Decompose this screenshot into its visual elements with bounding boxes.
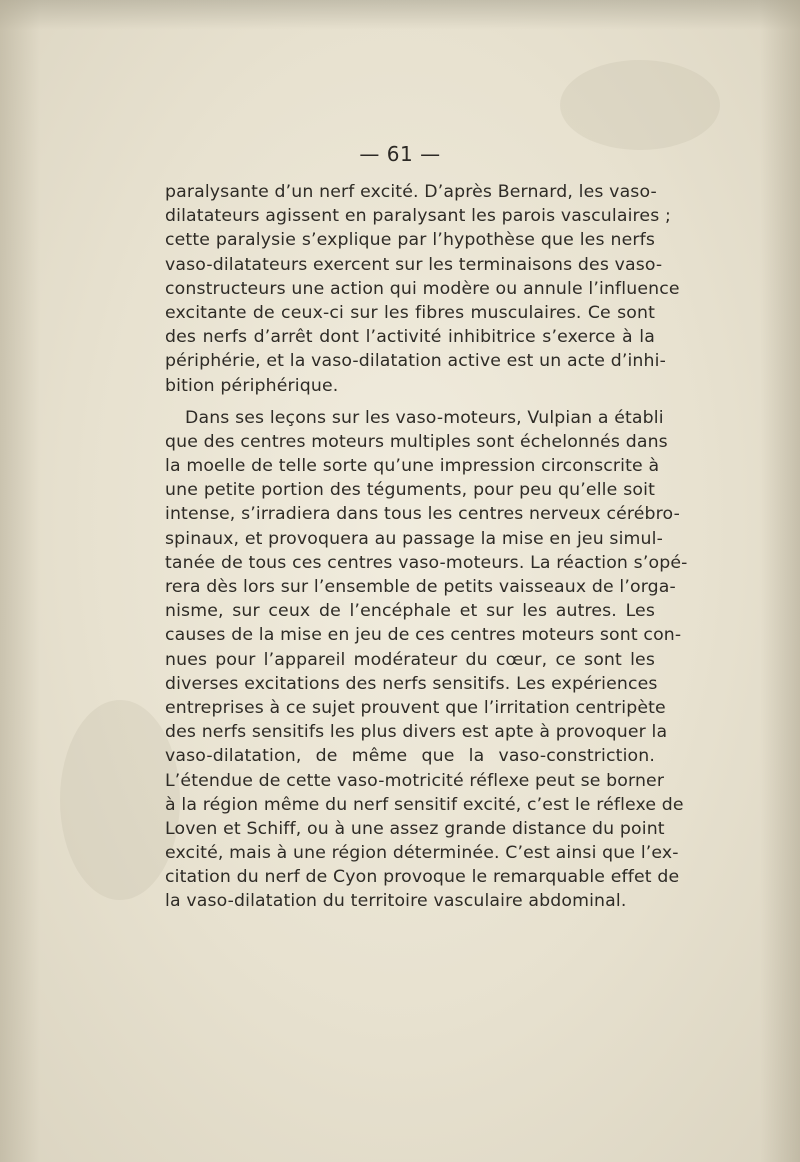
text-line: paralysante d’un nerf excité. D’après Bernard, les vaso- — [165, 182, 657, 202]
text-line: tanée de tous ces centres vaso-moteurs. La réaction s’opé- — [165, 552, 688, 573]
text-line: excitante de ceux-ci sur les fibres musculaires. Ce sont — [165, 302, 655, 323]
text-line: vaso-dilatateurs exercent sur les terminaisons des vaso- — [165, 254, 663, 275]
text-line: la vaso-dilatation du territoire vasculaire abdominal. — [165, 891, 627, 912]
text-line: citation du nerf de Cyon provoque le remarquable effet de — [165, 867, 680, 888]
text-line: diverses excitations des nerfs sensitifs. Les expériences — [165, 673, 658, 694]
text-line: excité, mais à une région déterminée. C’est ainsi que l’ex- — [165, 843, 679, 864]
paragraph-gap — [165, 398, 655, 406]
paragraph-2 — [165, 406, 688, 914]
text-line: causes de la mise en jeu de ces centres moteurs sont con- — [165, 625, 682, 646]
text-line: spinaux, et provoquera au passage la mise en jeu simul- — [165, 528, 663, 549]
text-line: périphérie, et la vaso-dilatation active est un acte d’inhi- — [165, 351, 666, 372]
text-line: des nerfs d’arrêt dont l’activité inhibitrice s’exerce à la — [165, 327, 655, 348]
text-line: Loven et Schiff, ou à une assez grande distance du point — [165, 818, 665, 839]
text-line: des nerfs sensitifs les plus divers est apte à provoquer la — [165, 722, 668, 743]
paragraph-1 — [165, 180, 680, 398]
text-line: que des centres moteurs multiples sont échelonnés dans — [165, 431, 668, 452]
paper-stain — [560, 60, 720, 150]
text-line: bition périphérique. — [165, 375, 339, 396]
text-line: la moelle de telle sorte qu’une impression circonscrite à — [165, 456, 660, 477]
text-line: entreprises à ce sujet prouvent que l’irritation centripète — [165, 697, 666, 718]
text-line: dilatateurs agissent en paralysant les parois vasculaires ; — [165, 206, 671, 227]
text-line: L’étendue de cette vaso-motricité réflexe peut se borner — [165, 770, 665, 791]
page-number: — 61 — — [359, 142, 441, 166]
paper-stain — [60, 700, 180, 900]
text-line: nisme, sur ceux de l’encéphale et sur les autres. Les — [165, 601, 655, 622]
body-text — [165, 180, 688, 914]
text-line: rera dès lors sur l’ensemble de petits vaisseaux de l’orga- — [165, 577, 676, 597]
text-line: vaso-dilatation, de même que la vaso-constriction. — [165, 746, 655, 767]
text-line: intense, s’irradiera dans tous les centres nerveux cérébro- — [165, 504, 680, 525]
text-line: constructeurs une action qui modère ou annule l’influence — [165, 278, 680, 299]
text-line: une petite portion des téguments, pour peu qu’elle soit — [165, 480, 655, 501]
text-line: cette paralysie s’explique par l’hypothèse que les nerfs — [165, 230, 655, 251]
text-line: Dans ses leçons sur les vaso-moteurs, Vulpian a établi — [185, 407, 664, 428]
text-line: nues pour l’appareil modérateur du cœur, ce sont les — [165, 649, 655, 670]
text-line: à la région même du nerf sensitif excité, c’est le réflexe de — [165, 794, 684, 815]
